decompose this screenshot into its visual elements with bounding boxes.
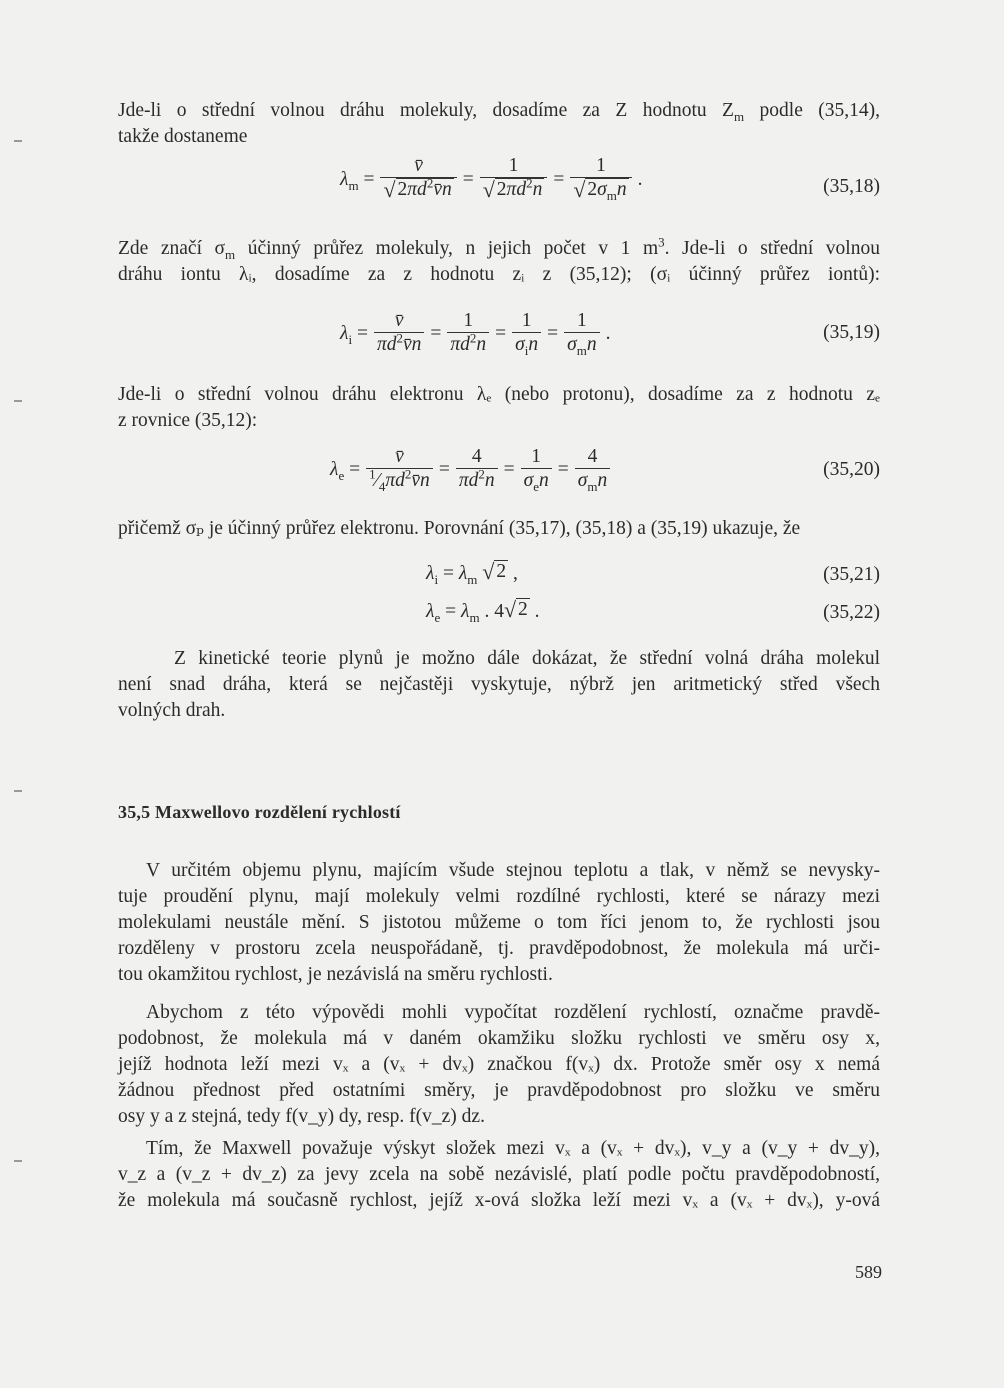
paragraph-maxwell-1	[118, 858, 880, 988]
text-line: přičemž σₚ je účinný průřez elektronu. Porovnání (35,17), (35,18) a (35,19) ukazuje, že	[118, 518, 801, 539]
equation-35-21: $\lambda_i = \lambda_m$ √ 2 ,	[426, 559, 518, 587]
paragraph-kinetic-theory	[118, 646, 880, 724]
text-line: Tím, že Maxwell považuje výskyt složek mezi vₓ a (vₓ + dvₓ), v_y a (v_y + dv_y),	[146, 1138, 880, 1159]
text-line: tuje proudění plynu, mají molekuly velmi rozdílné rychlosti, které se nárazy mezi	[118, 886, 880, 907]
paragraph-intro	[118, 98, 880, 150]
text-line: není snad dráha, která se nejčastěji vyskytuje, nýbrž jen aritmetický střed všech	[118, 674, 880, 695]
paragraph-electron	[118, 382, 880, 434]
text-line: v_z a (v_z + dv_z) za jevy zcela na sobě nezávislé, platí podle počtu pravděpodobností,	[118, 1164, 880, 1185]
text-line: . Jde-li o střední volnou	[664, 238, 880, 259]
paragraph-comparison	[118, 516, 880, 542]
text-line: jejíž hodnota leží mezi vₓ a (vₓ + dvₓ) značkou f(vₓ) dx. Protože směr osy x nemá	[118, 1054, 880, 1075]
text-line: V určitém objemu plynu, majícím všude stejnou teplotu a tlak, v němž se nevysky-	[146, 860, 880, 881]
equation-35-22: $\lambda_e = \lambda_m$ . 4 √ 2 .	[426, 597, 540, 625]
paragraph-maxwell-3	[118, 1136, 880, 1214]
subscript: m	[733, 108, 745, 124]
section-heading: 35,5 Maxwellovo rozdělení rychlostí	[118, 802, 401, 822]
scan-mark	[14, 140, 22, 142]
text-line: žádnou přednost před ostatními směry, je pravděpodobnost pro složku ve směru	[118, 1080, 880, 1101]
equation-number: (35,18)	[823, 176, 880, 197]
text-line: Z kinetické teorie plynů je možno dále dokázat, že střední volná dráha molekul	[174, 648, 880, 669]
text-line: rozděleny v prostoru zcela neuspořádaně, tj. pravděpodobnost, že molekula má urči-	[118, 938, 880, 959]
text-line: podobnost, že molekula má v daném okamžiku složku rychlosti ve směru osy x,	[118, 1028, 880, 1049]
text-line: osy y a z stejná, tedy f(v_y) dy, resp. f(v_z) dz.	[118, 1106, 485, 1127]
text-line: Jde-li o střední volnou dráhu molekuly, dosadíme za Z hodnotu Z	[118, 100, 734, 121]
equation-number: (35,21)	[823, 564, 880, 585]
equation-35-20: $\lambda_e$ = $\frac{v̄}{^1⁄_4\pi d^2v̄n}$ = $\frac{4}{\pi d^2n}$ = $\frac{1}{\sigma_en}$ = $\frac{4}{\sigma_mn}$	[330, 446, 616, 493]
text-line: Abychom z této výpovědi mohli vypočítat rozdělení rychlostí, označme pravdě-	[146, 1002, 880, 1023]
equation-35-18: $\lambda_m$ = v̄ √ $2\pi d^2v̄n$ = 1 √ $2\pi d^2n$ = 1 √ $2\sigma_mn$ .	[340, 155, 643, 203]
text-line: že molekula má současně rychlost, jejíž x-ová složka leží mezi vₓ a (vₓ + dvₓ), y-ová	[118, 1190, 880, 1211]
text-line: takže dostaneme	[118, 126, 248, 147]
equation-number: (35,19)	[823, 322, 880, 343]
equation-number: (35,20)	[823, 459, 880, 480]
equation-35-19: $\lambda_i$ = $\frac{v̄}{\pi d^2v̄n}$ = $\frac{1}{\pi d^2n}$ = $\frac{1}{\sigma_in}$ = $\frac{1}{\sigma_mn}$ .	[340, 310, 611, 358]
text-line: volných drah.	[118, 700, 226, 721]
paragraph-maxwell-2	[118, 1000, 880, 1130]
text-line: dráhu iontu λᵢ, dosadíme za z hodnotu zᵢ z (35,12); (σᵢ účinný průřez iontů):	[118, 264, 880, 285]
text-line: tou okamžitou rychlost, je nezávislá na směru rychlosti.	[118, 964, 553, 985]
paragraph-definitions: Zde značí $\sigma_m$ účinný průřez molekuly, n jejich počet v 1 $m^3$. Jde-li o střední volnou dráhu iontu λᵢ, dosadíme za z hodnotu zᵢ z (35,12); (σᵢ účinný průřez iontů):	[118, 236, 880, 288]
text-line: z rovnice (35,12):	[118, 410, 258, 431]
text-line: účinný průřez molekuly, n jejich počet v 1 m	[235, 238, 659, 259]
text-line: Zde značí σ	[118, 238, 226, 259]
scan-mark	[14, 400, 22, 402]
scan-mark	[14, 1160, 22, 1162]
text-line: podle (35,14),	[744, 100, 881, 121]
equation-number: (35,22)	[823, 602, 880, 623]
page-number: 589	[855, 1262, 882, 1282]
text-line: Jde-li o střední volnou dráhu elektronu λₑ (nebo protonu), dosadíme za z hodnotu zₑ	[118, 384, 880, 405]
scan-mark	[14, 790, 22, 792]
text-line: molekulami neustále mění. S jistotou můžeme o tom říci jenom to, že rychlosti jsou	[118, 912, 880, 933]
